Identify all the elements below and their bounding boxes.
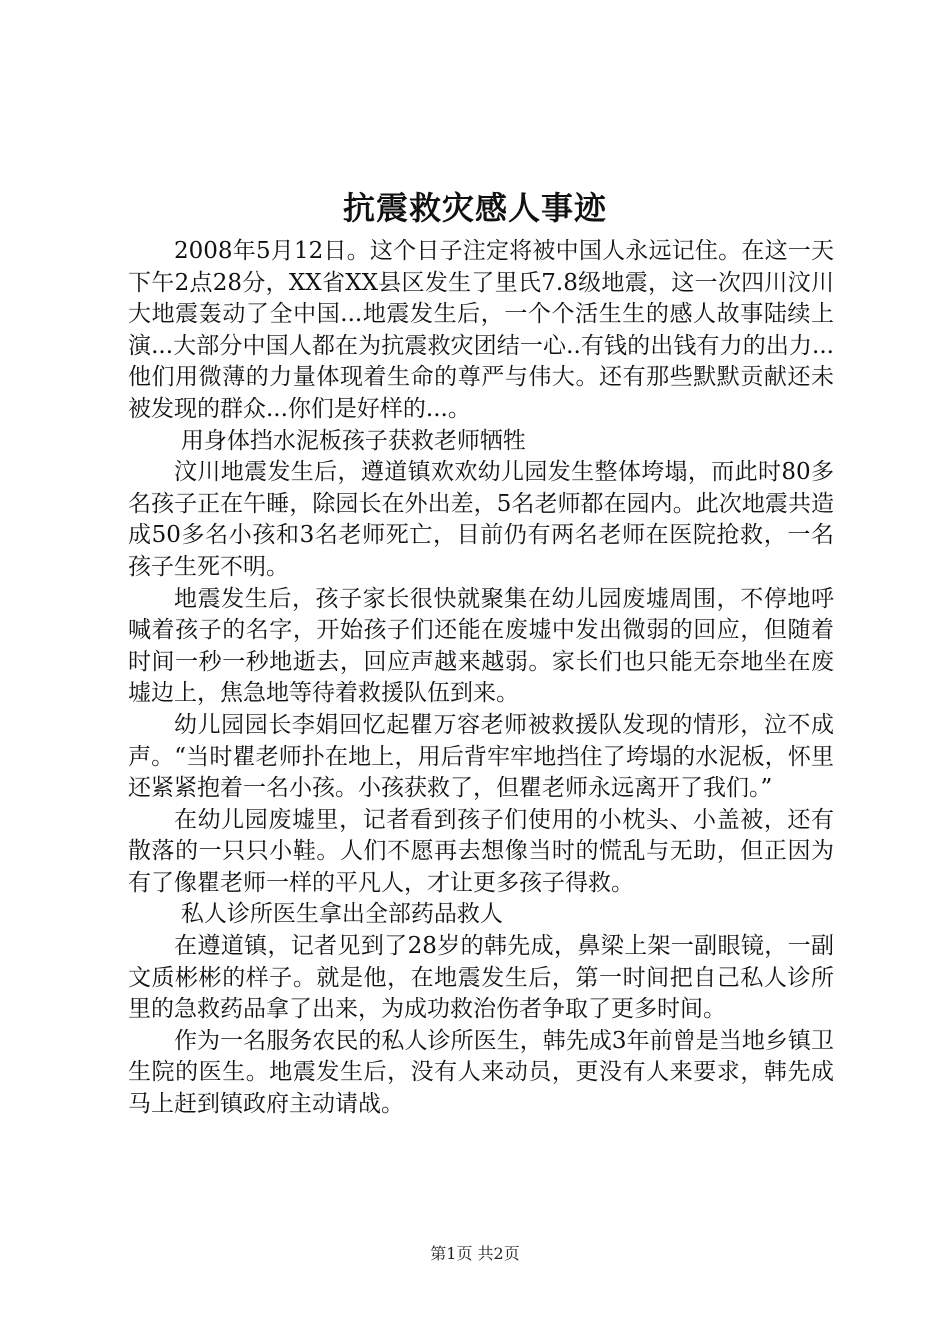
- paragraph: 在幼儿园废墟里，记者看到孩子们使用的小枕头、小盖被，还有散落的一只只小鞋。人们不愿再去想像当时的慌乱与无助，但正因为有了像瞿老师一样的平凡人，才让更多孩子得救。: [128, 806, 834, 896]
- document-body: [128, 236, 834, 1121]
- page-number-footer: 第1页 共2页: [430, 1244, 520, 1263]
- paragraph: 地震发生后，孩子家长很快就聚集在幼儿园废墟周围，不停地呼喊着孩子的名字，开始孩子们还能在废墟中发出微弱的回应，但随着时间一秒一秒地逝去，回应声越来越弱。家长们也只能无奈地坐在废墟边上，焦急地等待着救援队伍到来。: [128, 585, 834, 707]
- paragraph: 在遵道镇，记者见到了28岁的韩先成，鼻梁上架一副眼镜，一副文质彬彬的样子。就是他，在地震发生后，第一时间把自己私人诊所里的急救药品拿了出来，为成功救治伤者争取了更多时间。: [128, 933, 834, 1023]
- subheading-doctor: 私人诊所医生拿出全部药品救人: [180, 901, 503, 928]
- document-title: 抗震救灾感人事迹: [342, 189, 607, 227]
- paragraph: 汶川地震发生后，遵道镇欢欢幼儿园发生整体垮塌，而此时80多名孩子正在午睡，除园长在外出差，5名老师都在园内。此次地震共造成50多名小孩和3名老师死亡，目前仍有两名老师在医院抢救，一名孩子生死不明。: [128, 459, 834, 580]
- subheading-teacher: 用身体挡水泥板孩子获救老师牺牲: [180, 427, 526, 454]
- paragraph: 作为一名服务农民的私人诊所医生，韩先成3年前曾是当地乡镇卫生院的医生。地震发生后，没有人来动员，更没有人来要求，韩先成马上赶到镇政府主动请战。: [128, 1027, 834, 1118]
- paragraph: 幼儿园园长李娟回忆起瞿万容老师被救援队发现的情形，泣不成声。“当时瞿老师扑在地上，用后背牢牢地挡住了垮塌的水泥板，怀里还紧紧抱着一名小孩。小孩获救了，但瞿老师永远离开了我们。”: [128, 711, 834, 802]
- paragraph-intro: 2008年5月12日。这个日子注定将被中国人永远记住。在这一天下午2点28分，XX省XX县区发生了里氏7.8级地震，这一次四川汶川大地震轰动了全中国...地震发生后，一个个活生生的感人故事陆续上演...大部分中国人都在为抗震救灾团结一心..有钱的出钱有力的出力...他们用微薄的力量体现着生命的尊严与伟大。还有那些默默贡献还未被发现的群众...你们是好样的...。: [128, 238, 834, 422]
